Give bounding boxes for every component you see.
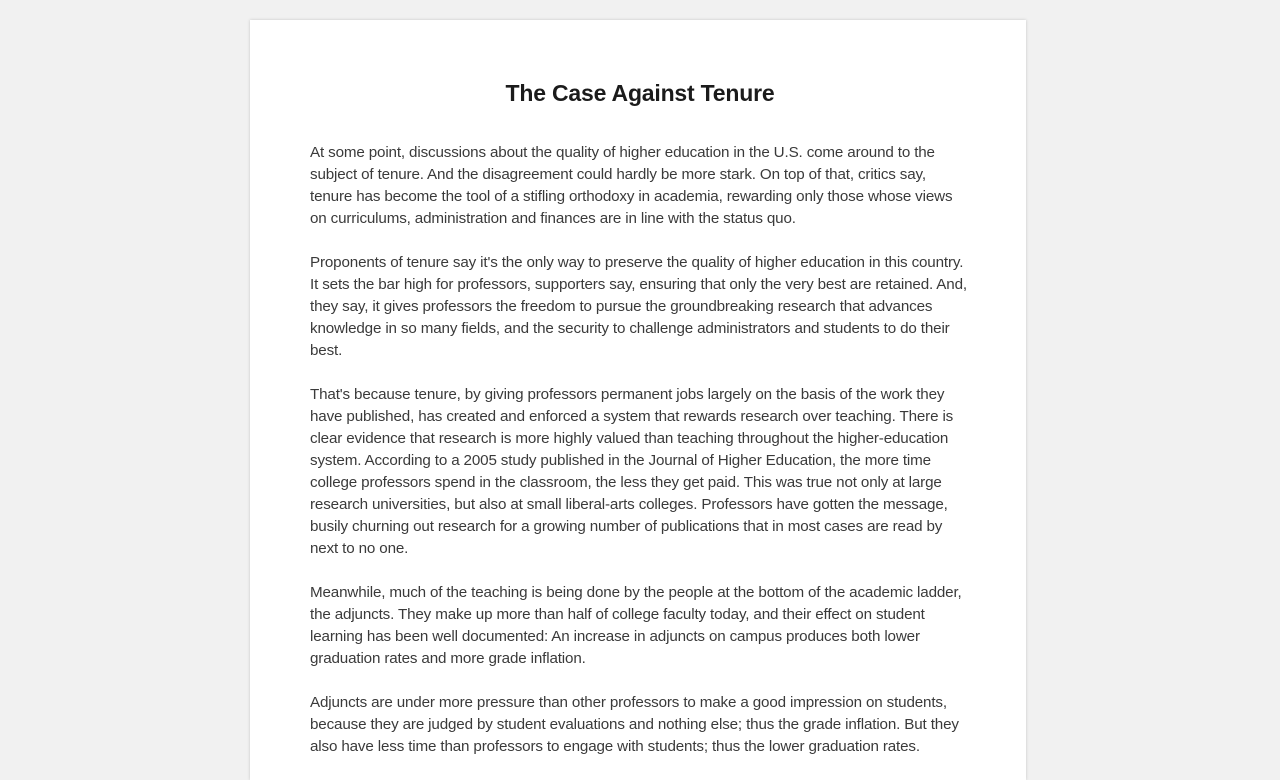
- document-page: [250, 20, 1026, 780]
- document-title: The Case Against Tenure: [505, 80, 775, 106]
- paragraph: Adjuncts are under more pressure than other professors to make a good impression on students, because they are judged by student evaluations and nothing else; thus the grade inflation. But they also have less time than professors to engage with students; thus the lower graduation rates.: [310, 694, 959, 755]
- paragraph: That's because tenure, by giving professors permanent jobs largely on the basis of the work they have published, has created and enforced a system that rewards research over teaching. There is clear evidence that research is more highly valued than teaching throughout the higher-education system. According to a 2005 study published in the Journal of Higher Education, the more time college professors spend in the classroom, the less they get paid. This was true not only at large research universities, but also at small liberal-arts colleges. Professors have gotten the message, busily churning out research for a growing number of publications that in most cases are read by next to no one.: [310, 386, 954, 557]
- paragraph: At some point, discussions about the quality of higher education in the U.S. come around to the subject of tenure. And the disagreement could hardly be more stark. On top of that, critics say, tenure has become the tool of a stifling orthodoxy in academia, rewarding only those whose views on curriculums, administration and finances are in line with the status quo.: [310, 144, 953, 227]
- paragraph: Proponents of tenure say it's the only way to preserve the quality of higher education in this country. It sets the bar high for professors, supporters say, ensuring that only the very best are retained. And, they say, it gives professors the freedom to pursue the groundbreaking research that advances knowledge in so many fields, and the security to challenge administrators and students to do their best.: [310, 254, 967, 359]
- paragraph: Meanwhile, much of the teaching is being done by the people at the bottom of the academic ladder, the adjuncts. They make up more than half of college faculty today, and their effect on student learning has been well documented: An increase in adjuncts on campus produces both lower graduation rates and more grade inflation.: [310, 584, 962, 667]
- document-body: [310, 142, 970, 758]
